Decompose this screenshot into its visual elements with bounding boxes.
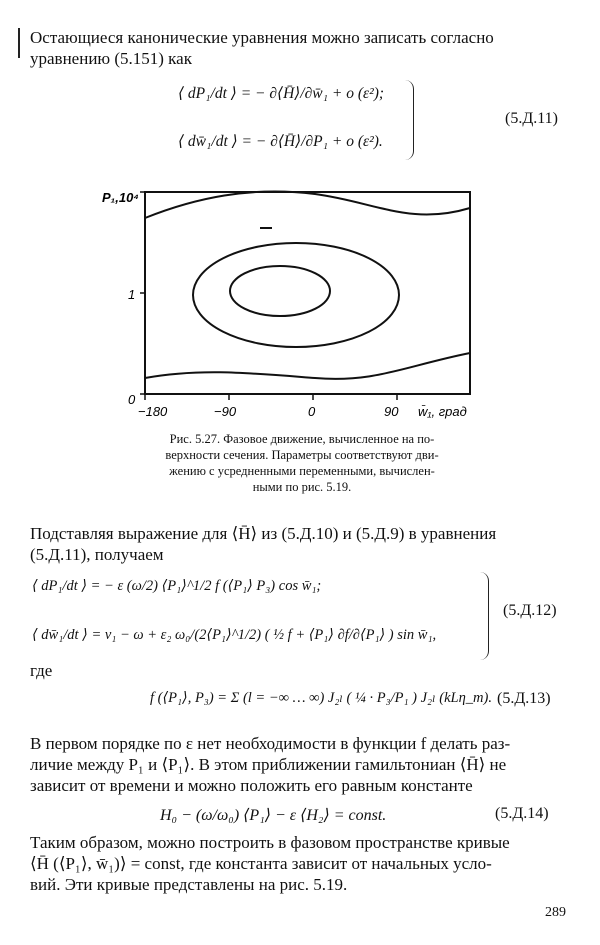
x-tick-label-m180: −180 [138, 404, 168, 419]
equation-5D11-line-1: ⟨ dP₁/dt ⟩ = − ∂⟨H̄⟩/∂w̄₁ + o (ε²); [178, 85, 385, 102]
equation-5D14-number: (5.Д.14) [495, 805, 549, 822]
intro-line-2: уравнению (5.151) как [30, 49, 192, 68]
equation-5D11-brace [405, 80, 414, 160]
para2-line-1: Подставляя выражение для ⟨H̄⟩ из (5.Д.10) и (5.Д.9) в уравнения [30, 524, 497, 543]
equation-5D11-line-2: ⟨ dw̄₁/dt ⟩ = − ∂⟨H̄⟩/∂P₁ + o (ε²). [178, 133, 383, 150]
equation-5D13: f (⟨P₁⟩, P₃) = Σ (l = −∞ … ∞) J₂ₗ ( ¼ · P₃/P₁ ) J₂ₗ (kLη_m). [150, 690, 492, 706]
figure-caption-line-4: ными по рис. 5.19. [252, 480, 352, 494]
y-tick-label-1: 1 [128, 287, 136, 302]
phase-portrait-figure [100, 178, 500, 423]
x-tick-label-m90: −90 [214, 404, 237, 419]
figure-caption-line-2: верхности сечения. Параметры соответствуют дви- [165, 448, 439, 462]
para3-line-2: личие между P₁ и ⟨P₁⟩. В этом приближении гамильтониан ⟨H̄⟩ не [30, 755, 507, 774]
x-tick-label-90: 90 [384, 404, 399, 419]
x-axis-label: w̄₁, град [418, 404, 467, 419]
margin-scan-mark [18, 28, 20, 58]
outer-closed-orbit [193, 243, 399, 347]
upper-contour-curve [145, 191, 470, 218]
figure-caption-line-3: жению с усредненными переменными, вычислен- [169, 464, 435, 478]
y-axis-label: P₁,10⁴ [102, 190, 139, 205]
para4-line-1: Таким образом, можно построить в фазовом пространстве кривые [30, 833, 510, 852]
para4-line-3: вий. Эти кривые представлены на рис. 5.19. [30, 875, 348, 894]
equation-5D14: H₀ − (ω/ω₀) ⟨P₁⟩ − ε ⟨H₂⟩ = const. [160, 807, 387, 824]
equation-5D12-brace [480, 572, 489, 660]
inner-closed-orbit [230, 266, 330, 316]
lower-contour-curve [145, 353, 470, 379]
equation-5D12-line-1: ⟨ dP₁/dt ⟩ = − ε (ω/2) ⟨P₁⟩^1/2 f (⟨P₁⟩ P₃) cos w̄₁; [32, 578, 322, 594]
where-label: где [30, 661, 53, 680]
page-number: 289 [545, 905, 566, 920]
figure-caption-line-1: Рис. 5.27. Фазовое движение, вычисленное на по- [169, 432, 435, 446]
intro-line-1: Остающиеся канонические уравнения можно записать согласно [30, 28, 494, 47]
para4-line-2: ⟨H̄ (⟨P₁⟩, w̄₁)⟩ = const, где константа зависит от начальных усло- [30, 854, 492, 873]
x-tick-label-0: 0 [308, 404, 316, 419]
para3-line-1: В первом порядке по ε нет необходимости в функции f делать раз- [30, 734, 511, 753]
equation-5D13-number: (5.Д.13) [497, 690, 551, 707]
equation-5D11-number: (5.Д.11) [505, 110, 558, 127]
equation-5D12-line-2: ⟨ dw̄₁/dt ⟩ = ν₁ − ω + ε₂ ω₀/(2⟨P₁⟩^1/2) ( ½ f + ⟨P₁⟩ ∂f/∂⟨P₁⟩ ) sin w̄₁, [32, 627, 437, 643]
para2-line-2: (5.Д.11), получаем [30, 545, 164, 564]
para3-line-3: зависит от времени и можно положить его равным константе [30, 776, 473, 795]
y-tick-label-0: 0 [128, 392, 136, 407]
equation-5D12-number: (5.Д.12) [503, 602, 557, 619]
